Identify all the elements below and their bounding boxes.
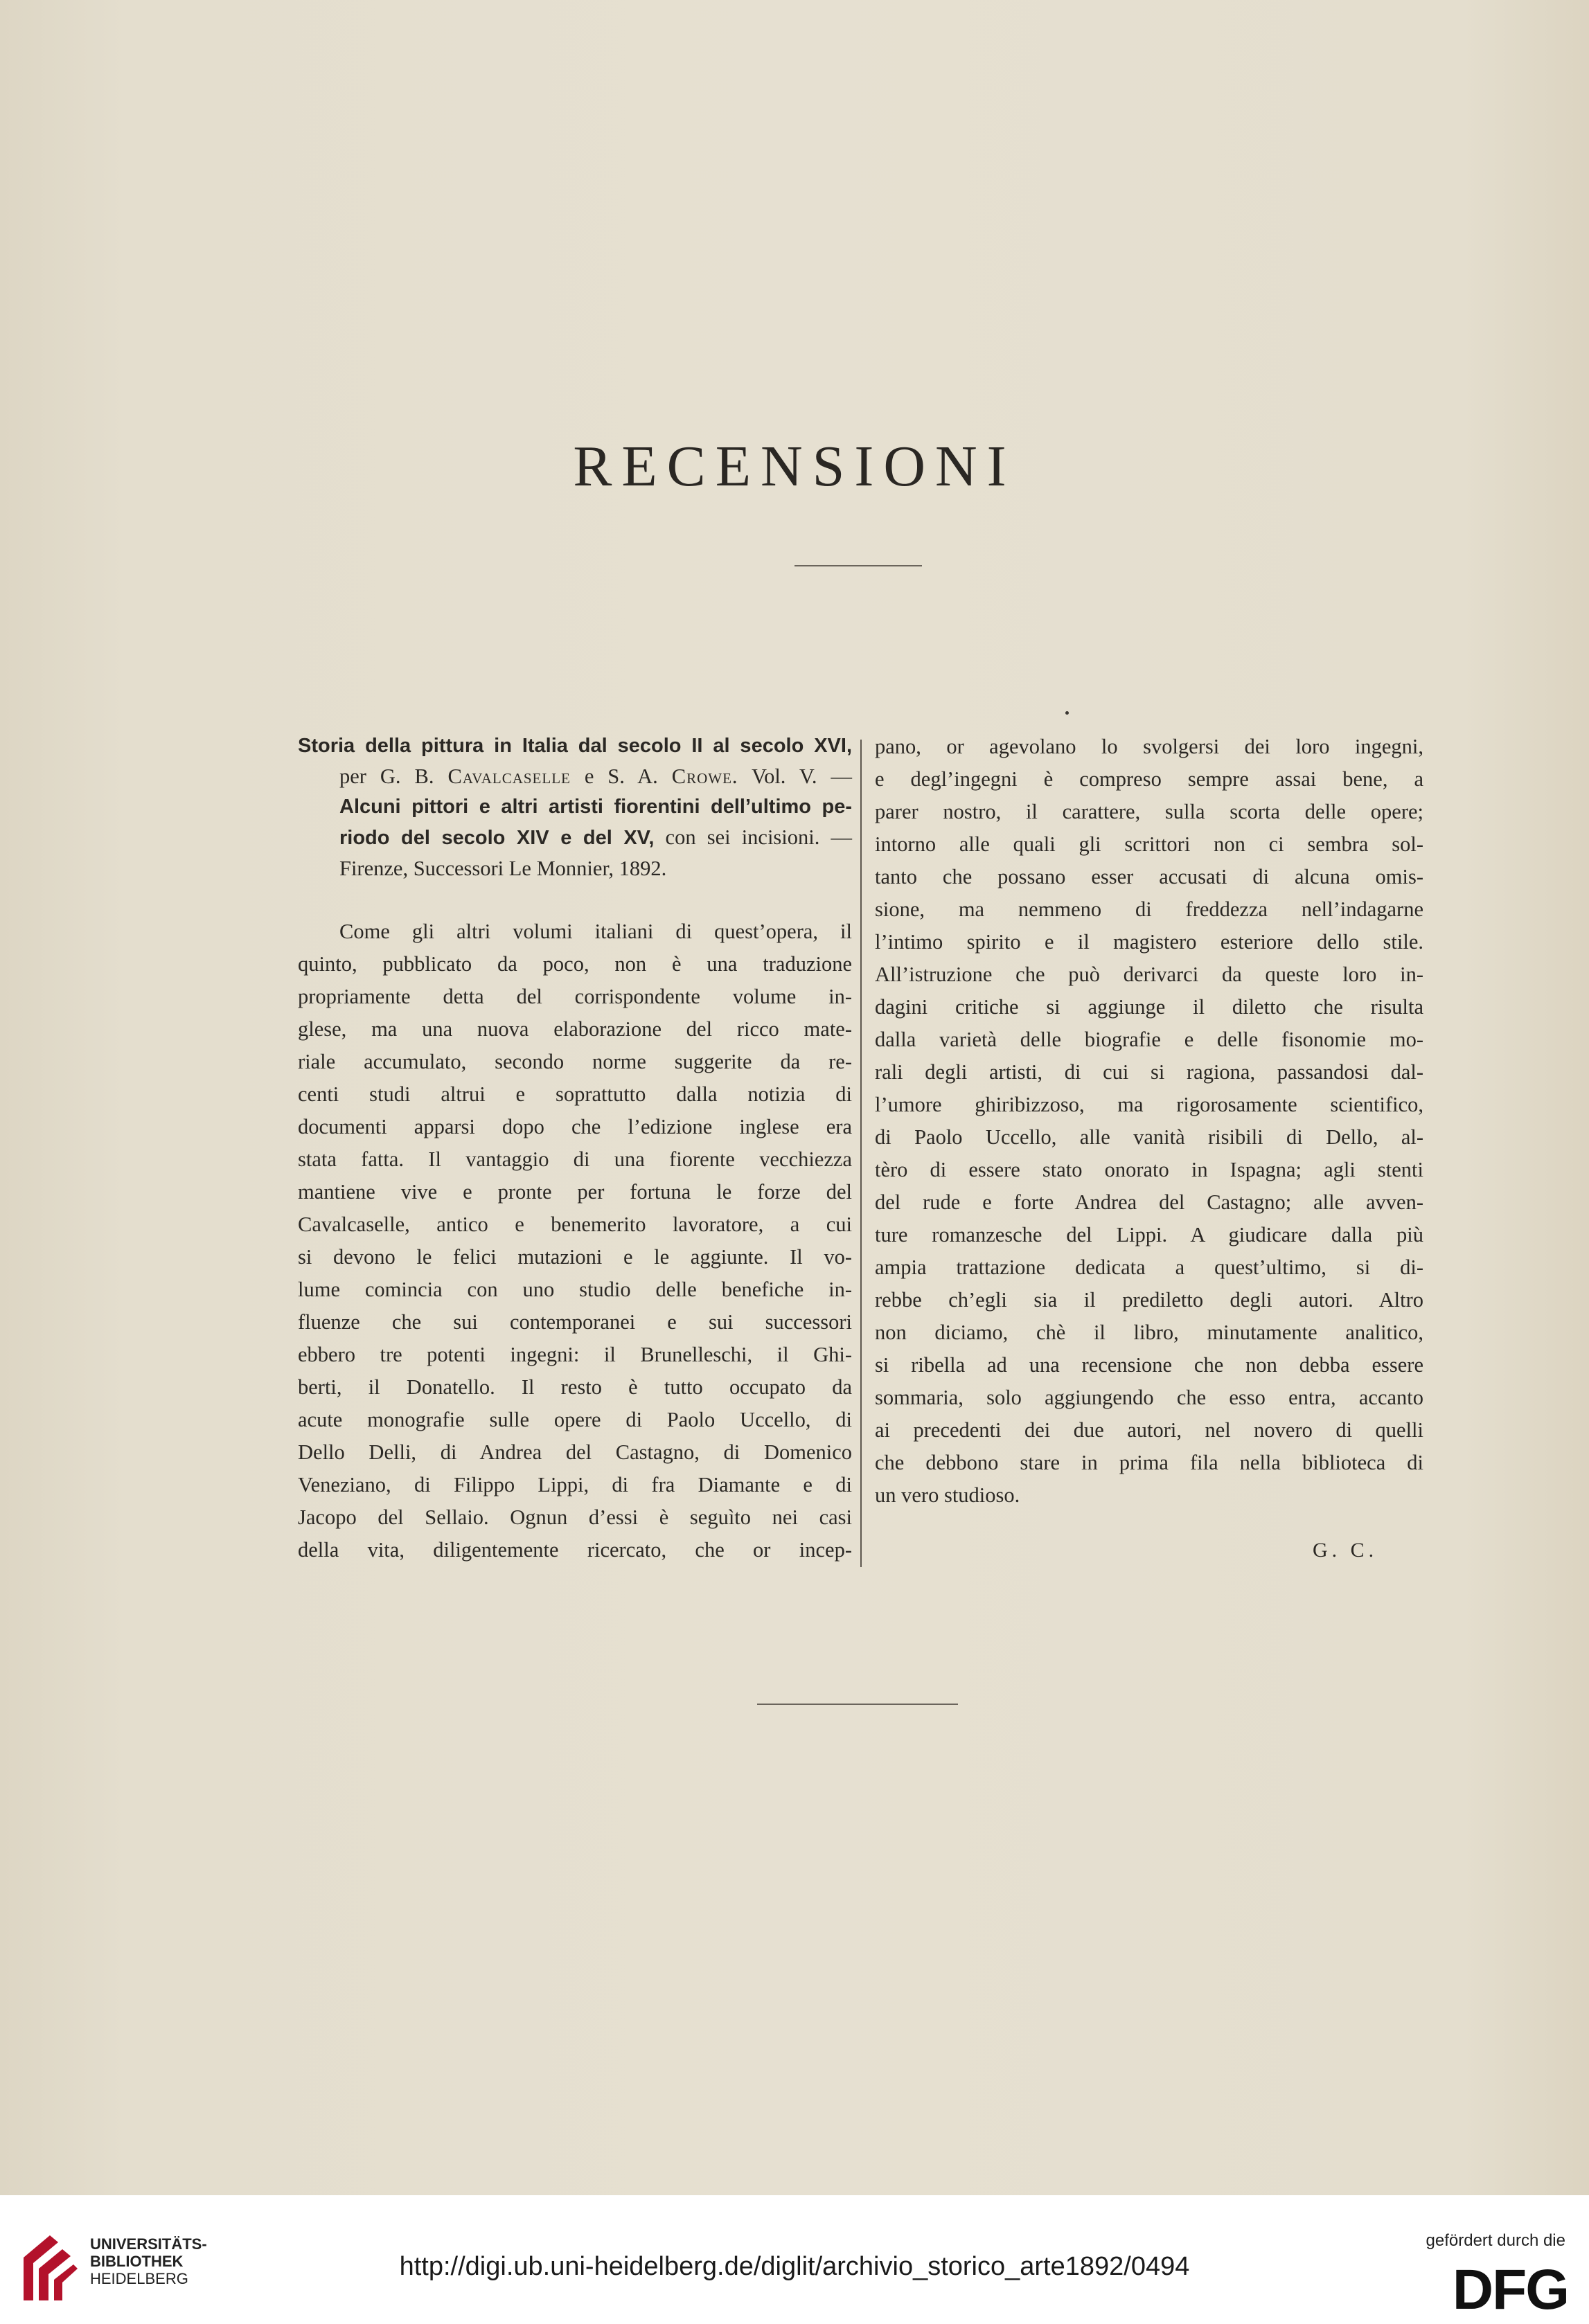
text-line: riale accumulato, secondo norme suggerite da re- <box>298 1050 852 1073</box>
text-line: fluenze che sui contemporanei e sui successori <box>298 1310 852 1334</box>
text-line: l’umore ghiribizzoso, ma rigorosamente scientifico, <box>875 1093 1423 1116</box>
left-column <box>298 731 852 1566</box>
heading-line-3: Alcuni pittori e altri artisti fiorentini dell’ultimo pe- <box>339 796 852 818</box>
library-name-line-3: HEIDELBERG <box>90 2270 188 2287</box>
text-line: non diciamo, chè il libro, minutamente analitico, <box>875 1321 1423 1344</box>
text-line: Come gli altri volumi italiani di quest’opera, il <box>339 920 852 943</box>
text-line: che debbono stare in prima fila nella biblioteca di <box>875 1451 1423 1474</box>
text-line: della vita, diligentemente ricercato, che or incep- <box>298 1538 852 1562</box>
permalink-url[interactable]: http://digi.ub.uni-heidelberg.de/diglit/archivio_storico_arte1892/0494 <box>399 2252 1190 2281</box>
heading-line-2: per G. B. Cavalcaselle e S. A. Crowe. Vol. V. — <box>339 765 852 788</box>
end-rule <box>757 1704 958 1705</box>
funder-text: gefördert durch die <box>1426 2231 1565 2250</box>
page-title: RECENSIONI <box>573 434 1016 499</box>
text-line: ebbero tre potenti ingegni: il Brunelleschi, il Ghi- <box>298 1343 852 1366</box>
text-line: rebbe ch’egli sia il prediletto degli autori. Altro <box>875 1288 1423 1312</box>
text-line: tèro di essere stato onorato in Ispagna; agli stenti <box>875 1158 1423 1181</box>
text-line: del rude e forte Andrea del Castagno; alle avven- <box>875 1190 1423 1214</box>
text-line: Cavalcaselle, antico e benemerito lavoratore, a cui <box>298 1213 852 1236</box>
text-line: All’istruzione che può derivarci da queste loro in- <box>875 963 1423 986</box>
review-heading <box>298 731 852 884</box>
author-crowe: Crowe. <box>671 765 738 788</box>
left-body <box>298 915 852 1566</box>
text-line: acute monografie sulle opere di Paolo Uccello, di <box>298 1408 852 1431</box>
text-line: ampia trattazione dedicata a quest’ultimo, si di- <box>875 1255 1423 1279</box>
signature: G. C. <box>1313 1539 1378 1562</box>
text-line: pano, or agevolano lo svolgersi dei loro ingegni, <box>875 735 1423 758</box>
library-name-line-2: BIBLIOTHEK <box>90 2253 184 2270</box>
text-line: documenti apparsi dopo che l’edizione inglese era <box>298 1115 852 1138</box>
text-line: stata fatta. Il vantaggio di una fiorente vecchiezza <box>298 1147 852 1171</box>
text-line: quinto, pubblicato da poco, non è una traduzione <box>298 952 852 976</box>
text-line: glese, ma una nuova elaborazione del ricco mate- <box>298 1017 852 1041</box>
text-line: intorno alle quali gli scrittori non ci sembra sol- <box>875 832 1423 856</box>
text-line: propriamente detta del corrispondente volume in- <box>298 985 852 1008</box>
library-name-line-1: UNIVERSITÄTS- <box>90 2235 207 2253</box>
footer-bar <box>0 2195 1589 2324</box>
column-divider <box>860 740 862 1567</box>
heading-line-4: riodo del secolo XIV e del XV, con sei incisioni. — <box>339 825 852 849</box>
heading-line-5: Firenze, Successori Le Monnier, 1892. <box>339 857 667 880</box>
text-line: si ribella ad una recensione che non debba essere <box>875 1353 1423 1377</box>
text-line: centi studi altrui e soprattutto dalla notizia di <box>298 1082 852 1106</box>
text-line: Dello Delli, di Andrea del Castagno, di Domenico <box>298 1440 852 1464</box>
stray-mark <box>1065 711 1069 715</box>
text-line: si devono le felici mutazioni e le aggiunte. Il vo- <box>298 1245 852 1269</box>
author-cavalcaselle: Cavalcaselle <box>447 765 571 788</box>
text-line: Jacopo del Sellaio. Ognun d’essi è seguìto nei casi <box>298 1505 852 1529</box>
right-column <box>875 731 1423 1512</box>
text-line: dalla varietà delle biografie e delle fisonomie mo- <box>875 1028 1423 1051</box>
text-line: parer nostro, il carattere, sulla scorta delle opere; <box>875 800 1423 823</box>
text-line: dagini critiche si aggiunge il diletto che risulta <box>875 995 1423 1019</box>
text-line: sione, ma nemmeno di freddezza nell’indagarne <box>875 897 1423 921</box>
text-line: ai precedenti dei due autori, nel novero di quelli <box>875 1418 1423 1442</box>
text-line: rali degli artisti, di cui si ragiona, passandosi dal- <box>875 1060 1423 1084</box>
text-line: e degl’ingegni è compreso sempre assai bene, a <box>875 767 1423 791</box>
heading-line-1: Storia della pittura in Italia dal secolo II al secolo XVI, <box>298 735 852 757</box>
text-line: di Paolo Uccello, alle vanità risibili di Dello, al- <box>875 1125 1423 1149</box>
text-line: mantiene vive e pronte per fortuna le forze del <box>298 1180 852 1204</box>
title-rule <box>794 565 922 566</box>
text-line: l’intimo spirito e il magistero esteriore dello stile. <box>875 930 1423 954</box>
text-line: sommaria, solo aggiungendo che esso entra, accanto <box>875 1386 1423 1409</box>
text-line: lume comincia con uno studio delle benefiche in- <box>298 1278 852 1301</box>
dfg-logo: DFG <box>1452 2258 1568 2321</box>
text-line: un vero studioso. <box>875 1483 1020 1507</box>
text-line: tanto che possano esser accusati di alcuna omis- <box>875 865 1423 888</box>
text-line: berti, il Donatello. Il resto è tutto occupato da <box>298 1375 852 1399</box>
text-line: Veneziano, di Filippo Lippi, di fra Diamante e di <box>298 1473 852 1496</box>
text-line: ture romanzesche del Lippi. A giudicare dalla più <box>875 1223 1423 1246</box>
